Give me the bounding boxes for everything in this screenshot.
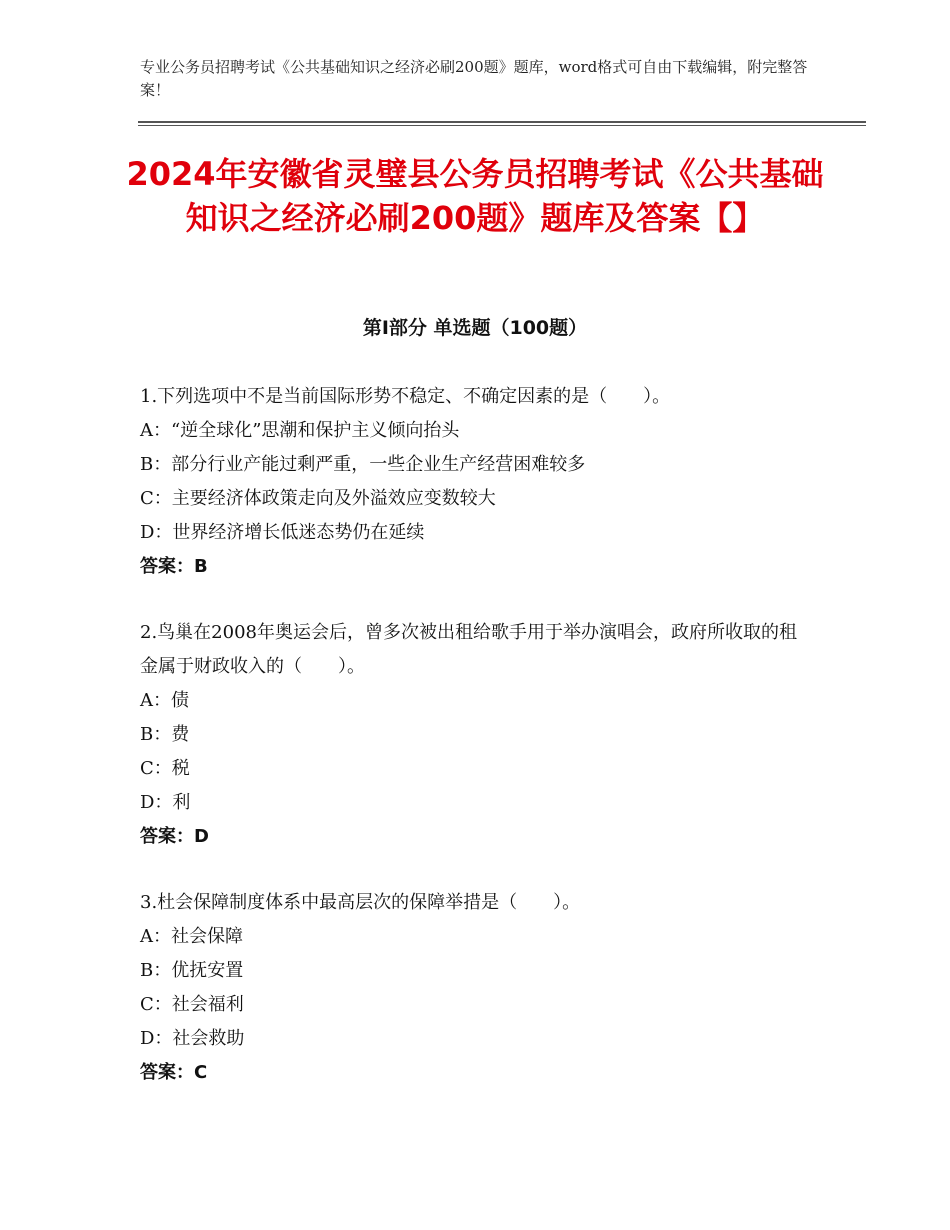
option-d: D：利: [140, 792, 191, 813]
question-3: [140, 886, 810, 1090]
option-a: A：社会保障: [140, 926, 243, 947]
question-answer: 答案：C: [140, 1062, 208, 1083]
option-b: B：费: [140, 724, 190, 745]
question-answer: 答案：B: [140, 556, 208, 577]
question-list: [140, 380, 810, 1122]
header-rule-thick: [138, 121, 866, 123]
question-stem: 2.鸟巢在2008年奥运会后，曾多次被出租给歌手用于举办演唱会，政府所收取的租金属于财政收入的（ ）。: [140, 622, 797, 677]
option-b: B：优抚安置: [140, 960, 244, 981]
option-b: B：部分行业产能过剩严重，一些企业生产经营困难较多: [140, 454, 586, 475]
document-title: 2024年安徽省灵璧县公务员招聘考试《公共基础知识之经济必刷200题》题库及答案【】: [126, 155, 824, 237]
option-d: D：社会救助: [140, 1028, 245, 1049]
question-answer: 答案：D: [140, 826, 209, 847]
question-1: [140, 380, 810, 584]
option-a: A：“逆全球化”思潮和保护主义倾向抬头: [140, 420, 460, 441]
section-title: 第I部分 单选题（100题）: [362, 317, 588, 339]
option-d: D：世界经济增长低迷态势仍在延续: [140, 522, 425, 543]
question-stem: 3.杜会保障制度体系中最高层次的保障举措是（ ）。: [140, 892, 581, 913]
option-a: A：债: [140, 690, 189, 711]
question-2: [140, 616, 810, 854]
header-note: 专业公务员招聘考试《公共基础知识之经济必刷200题》题库，word格式可自由下载编辑，附完整答案！: [140, 58, 808, 99]
option-c: C：税: [140, 758, 190, 779]
option-c: C：社会福利: [140, 994, 244, 1015]
option-c: C：主要经济体政策走向及外溢效应变数较大: [140, 488, 496, 509]
question-stem: 1.下列选项中不是当前国际形势不稳定、不确定因素的是（ ）。: [140, 386, 671, 407]
header-rule-thin: [138, 125, 866, 126]
